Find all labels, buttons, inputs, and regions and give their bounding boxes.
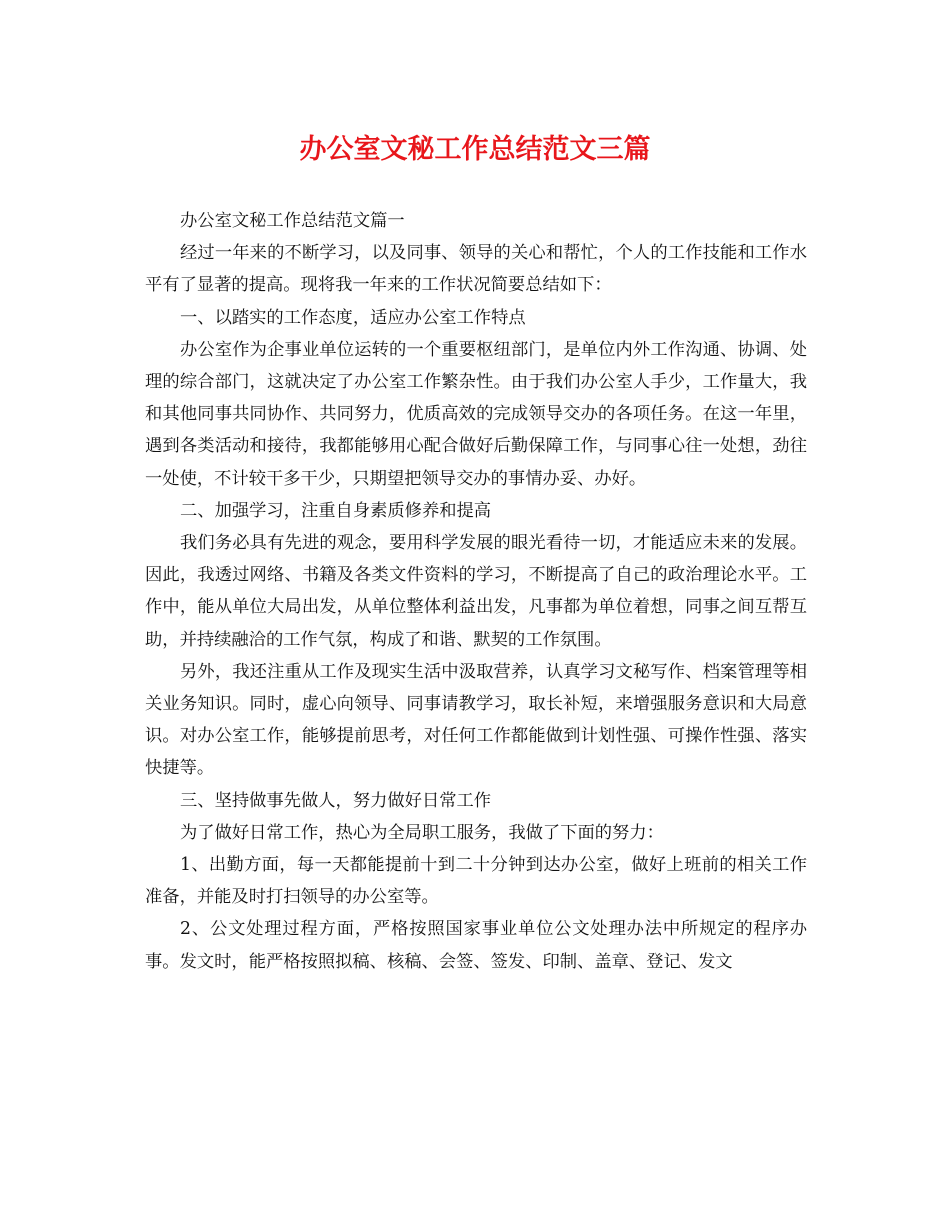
paragraph: 另外，我还注重从工作及现实生活中汲取营养，认真学习文秘写作、档案管理等相关业务知识。同时，虚心向领导、同事请教学习，取长补短，来增强服务意识和大局意识。对办公室工作，能够提前思考，对任何工作都能做到计划性强、可操作性强、落实快捷等。 <box>145 661 807 779</box>
paragraph: 为了做好日常工作，热心为全局职工服务，我做了下面的努力： <box>180 822 664 843</box>
document-title: 办公室文秘工作总结范文三篇 <box>299 134 651 165</box>
paragraph: 办公室作为企事业单位运转的一个重要枢纽部门，是单位内外工作沟通、协调、处理的综合部门，这就决定了办公室工作繁杂性。由于我们办公室人手少，工作量大，我和其他同事共同协作、共同努力，优质高效的完成领导交办的各项任务。在这一年里，遇到各类活动和接待，我都能够用心配合做好后勤保障工作，与同事心往一处想，劲往一处使，不计较干多干少，只期望把领导交办的事情办妥、办好。 <box>145 339 807 489</box>
list-item: 1、出勤方面，每一天都能提前十到二十分钟到达办公室，做好上班前的相关工作准备，并能及时打扫领导的办公室等。 <box>145 855 807 908</box>
section-heading: 二、加强学习，注重自身素质修养和提高 <box>180 500 492 521</box>
section-heading: 三、坚持做事先做人，努力做好日常工作 <box>180 790 492 811</box>
paragraph: 我们务必具有先进的观念，要用科学发展的眼光看待一切，才能适应未来的发展。因此，我透过网络、书籍及各类文件资料的学习，不断提高了自己的政治理论水平。工作中，能从单位大局出发，从单位整体利益出发，凡事都为单位着想，同事之间互帮互助，并持续融洽的工作气氛，构成了和谐、默契的工作氛围。 <box>145 533 807 650</box>
list-item: 2、公文处理过程方面，严格按照国家事业单位公文处理办法中所规定的程序办事。发文时，能严格按照拟稿、核稿、会签、签发、印制、盖章、登记、发文 <box>145 919 807 972</box>
section-heading: 一、以踏实的工作态度，适应办公室工作特点 <box>180 307 526 328</box>
paragraph: 经过一年来的不断学习，以及同事、领导的关心和帮忙，个人的工作技能和工作水平有了显著的提高。现将我一年来的工作状况简要总结如下： <box>145 243 807 296</box>
section-heading: 办公室文秘工作总结范文篇一 <box>180 211 405 231</box>
document-body <box>145 205 807 978</box>
